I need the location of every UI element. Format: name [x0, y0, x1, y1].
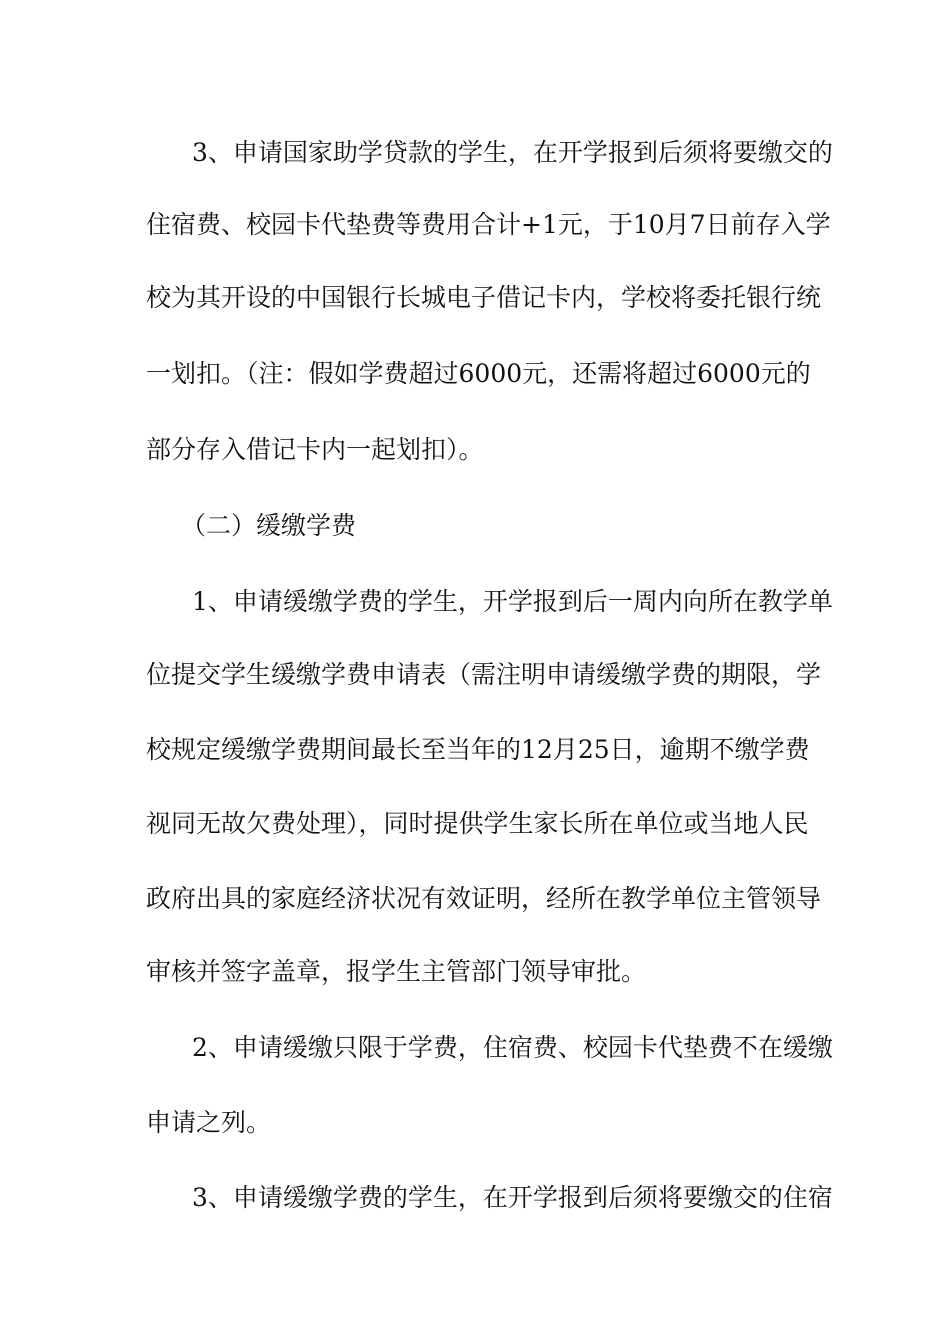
paragraph-3-line-3 [0, 732, 950, 768]
text-line: 申请之列。 [146, 1108, 272, 1137]
paragraph-4-line-1 [0, 1030, 950, 1066]
text-line: 一划扣。（注：假如学费超过6000元，还需将超过6000元的 [146, 359, 811, 388]
paragraph-5-line-1 [0, 1180, 950, 1216]
paragraph-1-line-3 [0, 280, 950, 316]
text-line: 3、申请国家助学贷款的学生，在开学报到后须将要缴交的 [192, 138, 833, 167]
text-line: 部分存入借记卡内一起划扣）。 [146, 435, 484, 464]
text-line: 政府出具的家庭经济状况有效证明，经所在教学单位主管领导 [146, 884, 822, 913]
paragraph-1-line-2 [0, 207, 950, 243]
paragraph-3-line-4 [0, 806, 950, 842]
text-line: 审核并签字盖章，报学生主管部门领导审批。 [146, 957, 647, 986]
section-heading-text: （二）缓缴学费 [181, 511, 357, 540]
paragraph-3-line-1 [0, 584, 950, 620]
text-line: 住宿费、校园卡代垫费等费用合计+1元，于10月7日前存入学 [146, 210, 831, 239]
paragraph-3-line-2 [0, 657, 950, 693]
section-heading [0, 508, 950, 544]
text-line: 位提交学生缓缴学费申请表（需注明申请缓缴学费的期限，学 [146, 660, 822, 689]
paragraph-3-line-6 [0, 954, 950, 990]
text-line: 校规定缓缴学费期间最长至当年的12月25日，逾期不缴学费 [146, 735, 810, 764]
text-line: 视同无故欠费处理），同时提供学生家长所在单位或当地人民 [146, 809, 809, 838]
paragraph-3-line-5 [0, 881, 950, 917]
paragraph-1-line-1 [0, 135, 950, 171]
text-line: 校为其开设的中国银行长城电子借记卡内，学校将委托银行统 [146, 283, 822, 312]
paragraph-1-line-4 [0, 356, 950, 392]
text-line: 1、申请缓缴学费的学生，开学报到后一周内向所在教学单 [192, 587, 833, 616]
paragraph-4-line-2 [0, 1105, 950, 1141]
text-line: 3、申请缓缴学费的学生，在开学报到后须将要缴交的住宿 [192, 1183, 833, 1212]
text-line: 2、申请缓缴只限于学费，住宿费、校园卡代垫费不在缓缴 [192, 1033, 833, 1062]
paragraph-1-line-5 [0, 432, 950, 468]
